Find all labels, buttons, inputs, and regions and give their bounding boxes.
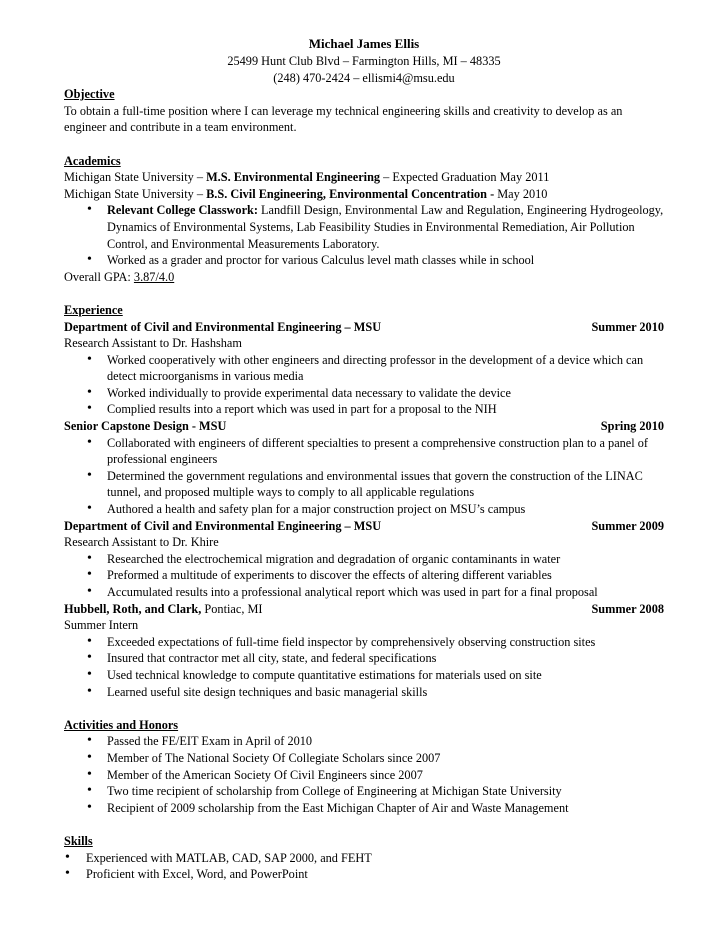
list-item: • Worked individually to provide experimental data necessary to validate the device — [64, 385, 664, 402]
list-item: • Collaborated with engineers of different specialties to present a comprehensive construction plan to a panel of professional engineers — [64, 435, 664, 468]
degree-title: M.S. Environmental Engineering — [206, 170, 381, 185]
job-date: Summer 2008 — [591, 601, 664, 616]
job-bullets — [64, 634, 664, 700]
job-date: Summer 2009 — [591, 518, 664, 533]
job-header — [64, 418, 664, 435]
list-item: • Experienced with MATLAB, CAD, SAP 2000, and FEHT — [64, 850, 664, 867]
coursework-label: Relevant College Classwork: — [107, 203, 258, 218]
list-item — [64, 202, 664, 252]
job-bullets — [64, 352, 664, 418]
degree-school: Michigan State University – — [64, 170, 207, 185]
job-bullets — [64, 435, 664, 518]
job-org: Senior Capstone Design - MSU — [64, 419, 227, 434]
degree-school: Michigan State University – — [64, 186, 207, 201]
job-bullets — [64, 551, 664, 601]
applicant-name: Michael James Ellis — [308, 36, 420, 51]
job-org: Department of Civil and Environmental Engineering – MSU — [64, 319, 382, 334]
degree-note: May 2010 — [494, 186, 548, 201]
job-role: Research Assistant to Dr. Khire — [64, 535, 219, 550]
objective-heading: Objective — [64, 87, 115, 102]
list-item: • Exceeded expectations of full-time field inspector by comprehensively observing construction sites — [64, 634, 664, 651]
list-item: • Insured that contractor met all city, state, and federal specifications — [64, 650, 664, 667]
degree-note: – Expected Graduation May 2011 — [380, 170, 550, 185]
job-date: Summer 2010 — [591, 319, 664, 334]
list-item: • Passed the FE/EIT Exam in April of 2010 — [64, 733, 664, 750]
contact-line: (248) 470-2424 – ellismi4@msu.edu — [273, 70, 455, 85]
list-item: • Complied results into a report which was used in part for a proposal to the NIH — [64, 401, 664, 418]
list-item: • Determined the government regulations and environmental issues that govern the construction of the LINAC tunnel, and proposed multiple ways to comply to all applicable regulations — [64, 468, 664, 501]
gpa-line — [64, 269, 664, 286]
activities-heading: Activities and Honors — [64, 717, 179, 732]
coursework-text: Landfill Design, Environmental Law and Regulation, Engineering Hydrogeology, Dynamics of Environmental Systems, Lab Feasibility Studies in Environmental Remediation, Air Pollution Control, and Environmental Measurements Laboratory. — [107, 203, 664, 251]
list-item: • Used technical knowledge to compute quantitative estimations for materials used on site — [64, 667, 664, 684]
skills-section — [64, 833, 664, 883]
degree-line — [64, 186, 664, 203]
address-line: 25499 Hunt Club Blvd – Farmington Hills, MI – 48335 — [227, 54, 501, 68]
list-item: • Researched the electrochemical migration and degradation of organic contaminants in water — [64, 551, 664, 568]
activities-bullets — [64, 733, 664, 816]
job-org: Hubbell, Roth, and Clark, — [64, 601, 202, 616]
list-item: • Two time recipient of scholarship from College of Engineering at Michigan State University — [64, 783, 664, 800]
academics-section — [64, 153, 664, 286]
job-header — [64, 319, 664, 336]
academics-bullets — [64, 202, 664, 268]
list-item: • Proficient with Excel, Word, and PowerPoint — [64, 866, 664, 883]
list-item: • Recipient of 2009 scholarship from the East Michigan Chapter of Air and Waste Management — [64, 800, 664, 817]
academics-heading: Academics — [64, 153, 121, 168]
resume-page — [64, 35, 664, 883]
degree-title: B.S. Civil Engineering, Environmental Concentration - — [206, 186, 495, 201]
job-org: Department of Civil and Environmental Engineering – MSU — [64, 518, 382, 533]
gpa-value: 3.87/4.0 — [133, 269, 175, 284]
experience-heading: Experience — [64, 302, 123, 317]
experience-section — [64, 302, 664, 700]
job-role: Research Assistant to Dr. Hashsham — [64, 336, 242, 351]
list-item: • Member of The National Society Of Collegiate Scholars since 2007 — [64, 750, 664, 767]
job-role: Summer Intern — [64, 618, 139, 633]
job-header — [64, 601, 664, 618]
list-item: • Learned useful site design techniques and basic managerial skills — [64, 684, 664, 701]
degree-line — [64, 169, 664, 186]
list-item: • Worked as a grader and proctor for various Calculus level math classes while in school — [64, 252, 664, 269]
list-item: • Worked cooperatively with other engineers and directing professor in the development of a device which can detect microorganisms in various media — [64, 352, 664, 385]
list-item: • Authored a health and safety plan for a major construction project on MSU’s campus — [64, 501, 664, 518]
list-item: • Preformed a multitude of experiments to discover the effects of altering different variables — [64, 567, 664, 584]
skills-bullets — [64, 850, 664, 883]
list-item: • Member of the American Society Of Civil Engineers since 2007 — [64, 767, 664, 784]
gpa-label: Overall GPA: — [64, 269, 134, 284]
objective-section — [64, 86, 664, 136]
objective-text: To obtain a full-time position where I can leverage my technical engineering skills and creativity to develop as an engineer and contribute in a team environment. — [64, 103, 623, 135]
job-header — [64, 518, 664, 535]
job-location: Pontiac, MI — [201, 601, 263, 616]
job-date: Spring 2010 — [600, 419, 664, 434]
list-item: • Accumulated results into a professional analytical report which was used in part for a final proposal — [64, 584, 664, 601]
activities-section — [64, 717, 664, 817]
skills-heading: Skills — [64, 833, 93, 848]
